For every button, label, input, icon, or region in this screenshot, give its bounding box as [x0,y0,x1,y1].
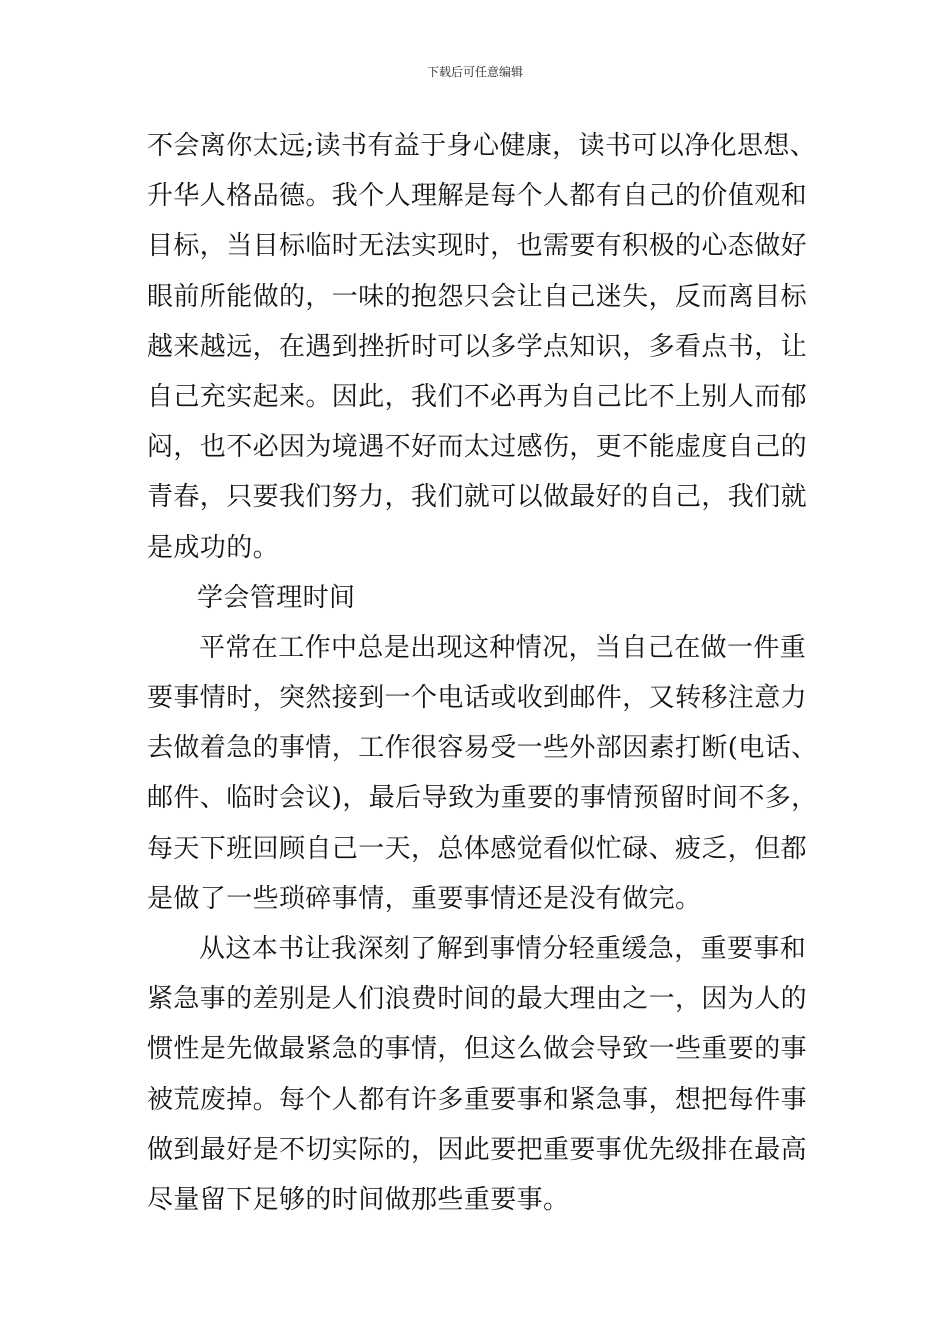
paragraph-line: 平常在工作中总是出现这种情况，当自己在做一件重 [199,632,807,663]
paragraph-line: 是成功的。 [147,532,280,563]
paragraph-line: 闷，也不必因为境遇不好而太过感伤，更不能虚度自己的 [147,432,808,463]
paragraph-line: 去做着急的事情，工作很容易受一些外部因素打断(电话、 [147,733,818,764]
paragraph-line: 是做了一些琐碎事情，重要事情还是没有做完。 [147,883,702,914]
paragraph-line: 要事情时，突然接到一个电话或收到邮件，又转移注意力 [147,683,808,714]
body-text [147,121,827,1225]
paragraph-line: 紧急事的差别是人们浪费时间的最大理由之一，因为人的 [147,984,808,1015]
paragraph-line: 自己充实起来。因此，我们不必再为自己比不上别人而郁 [147,381,808,412]
paragraph-line: 青春，只要我们努力，我们就可以做最好的自己，我们就 [147,482,808,513]
paragraph-line: 不会离你太远;读书有益于身心健康，读书可以净化思想、 [147,131,817,161]
section-heading: 学会管理时间 [197,582,356,613]
paragraph-line: 尽量留下足够的时间做那些重要事。 [147,1184,570,1215]
paragraph-line: 每天下班回顾自己一天，总体感觉看似忙碌、疲乏，但都 [147,833,808,864]
paragraph-line: 目标，当目标临时无法实现时，也需要有积极的心态做好 [147,231,808,262]
paragraph-line: 越来越远，在遇到挫折时可以多学点知识，多看点书，让 [147,331,808,362]
paragraph-line: 被荒废掉。每个人都有许多重要事和紧急事，想把每件事 [147,1084,808,1115]
paragraph-line: 惯性是先做最紧急的事情，但这么做会导致一些重要的事 [147,1034,808,1065]
paragraph-line: 做到最好是不切实际的，因此要把重要事优先级排在最高 [147,1134,808,1165]
paragraph-line: 眼前所能做的，一味的抱怨只会让自己迷失，反而离目标 [147,281,808,312]
paragraph-line: 升华人格品德。我个人理解是每个人都有自己的价值观和 [147,181,808,212]
paragraph-line: 邮件、临时会议)，最后导致为重要的事情预留时间不多， [147,783,818,814]
paragraph-line: 从这本书让我深刻了解到事情分轻重缓急，重要事和 [199,934,807,964]
page-header: 下载后可任意编辑 [426,65,523,79]
